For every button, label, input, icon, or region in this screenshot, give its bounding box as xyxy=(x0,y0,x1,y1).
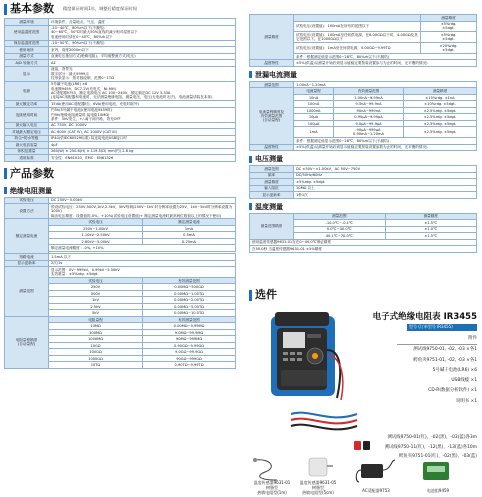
basic-row-label: 防尘•防水等级 xyxy=(5,135,49,142)
volt-row-value: DC/50Hz/60Hz xyxy=(294,172,477,179)
leak-cell: 100μA xyxy=(294,120,334,127)
range-cell: 0.00MΩ~500GΩ xyxy=(143,284,236,291)
leak-acc-label: 电流量程精度及 有效测量范围 (自动量程) xyxy=(250,88,294,144)
accessory-title: 附件 xyxy=(397,334,477,345)
leak-cell: 10nA xyxy=(294,94,334,101)
acc-label: 测量精度 xyxy=(250,15,294,60)
basic-row-value: 直流电压施加方式(绝缘电阻)，平均值整流方式(电压) xyxy=(49,53,236,60)
leak-cell: 1000nA xyxy=(294,107,334,114)
rated-cell: 1mA xyxy=(143,225,236,232)
acc-note: 条件：根据测定值显示范围0~28℃，80%rh以下(不凝结) xyxy=(294,53,477,60)
temp-cell: 40.1℃~70.0℃ xyxy=(294,233,386,240)
product-title xyxy=(4,165,236,183)
temp-cell: ±1.5℃ xyxy=(385,220,477,227)
section-bar xyxy=(4,168,7,179)
accessory-item: 鳄鱼夹9751-01, -02, -03 ×各1 xyxy=(413,357,477,363)
battery-pack-image xyxy=(419,456,453,484)
settings-label: 设置方法 xyxy=(5,204,49,219)
basic-row xyxy=(5,155,236,162)
option-label: 树脂型 xyxy=(312,485,324,491)
basic-row-label: 电源 xyxy=(5,81,49,100)
range-cell: 1kV xyxy=(49,297,143,304)
volt-title xyxy=(249,153,477,165)
temp-title-text: 温度测量 xyxy=(255,202,283,211)
basic-row-label: 保存温湿度范围 xyxy=(5,40,49,47)
volt-row-value: 1秒1次 xyxy=(294,192,477,199)
section-bar xyxy=(249,71,252,78)
right-column xyxy=(249,0,477,253)
rated-note: 额定测量电流精度 : -0%, +10% xyxy=(49,245,236,252)
section-bar xyxy=(4,4,7,15)
basic-row-value: 室内，高度2000m以下 xyxy=(49,47,236,54)
accessory-item: CD-R(数据分析软件) ×1 xyxy=(428,388,477,394)
leak-cell: 9.0μA~99.9μA xyxy=(334,120,404,127)
range-desc: 显示范围：0V~999kV，0.99kV~5.50kV 实效重量：±5%rdg. ±5dgt. xyxy=(49,267,236,278)
basic-row-value: -10~40℃，80%rh以下(不凝结) 40~60℃，50℃时最大50%直线的减少相对湿度以下 电池使用时请在0~40℃，80%rh以下 xyxy=(49,25,236,40)
basic-title-text: 基本参数 xyxy=(10,2,54,16)
basic-row-value: 4μF xyxy=(49,142,236,149)
leak-table xyxy=(249,81,477,151)
rated-label: 额定测量电流 xyxy=(5,219,49,254)
res-cell: 0.90TΩ~9.99TΩ xyxy=(143,362,236,369)
acc-val: ±5%rdg. ±5dgt. xyxy=(421,32,477,43)
accessory-item: 测试线9750-01, -02, -03 ×各1 xyxy=(413,347,477,353)
basic-row-value: 15VA(使用AC适配器时)，6VA(使用电池，充电时除外) xyxy=(49,101,236,108)
product-table xyxy=(4,197,236,369)
basic-row-label: 最大额定功率 xyxy=(5,101,49,108)
temp-table xyxy=(249,213,477,253)
acc-cond: 试验电压(设置值)：100mA在所有的范围以下 xyxy=(294,21,421,32)
basic-row-label: 连续使用时间 xyxy=(5,107,49,122)
speed-value: 2次/1s xyxy=(49,260,236,267)
leak-range-label: 测量范围 xyxy=(250,81,294,88)
res-head-0: 电阻量程 xyxy=(49,316,143,323)
res-head-1: 有效测量范围 xyxy=(143,316,236,323)
res-cell: 0.00MΩ~9.99MΩ xyxy=(143,323,236,330)
section-bar xyxy=(249,156,252,163)
range-cell: 0.00MΩ~1.00TΩ xyxy=(143,290,236,297)
lead-item: 测试线9750-11(红)，-12(黑)，-13(蓝)各10m xyxy=(384,444,477,450)
volt-row-label: 测量精度 xyxy=(250,179,294,186)
basic-row-value: -10~50℃，90%rh以下(不凝结) xyxy=(49,40,236,47)
res-cell: 0.90GΩ~9.99GΩ xyxy=(143,342,236,349)
leak-note: 条件：根据测定值显示范围0~28℃，80%rh以下(不凝结) xyxy=(294,138,477,145)
temp-cell: -10.0℃~-0.1℃ xyxy=(294,220,386,227)
basic-table xyxy=(4,18,236,162)
volt-row-value: ±5%rdg. ±5dgt. xyxy=(294,179,477,186)
res-cell: 100GΩ xyxy=(49,349,143,356)
leak-cell: 10μA xyxy=(294,114,334,121)
basic-row-value: 环境条件，含量地点，气压，温度 xyxy=(49,19,236,26)
basic-row-value: 约5h(5号碱干电池)(使用电池9459时) 约9h(绝缘电阻测量时 接电阻10MΩ) 条件：5kV发生，+/-离子间开路，背光OFF xyxy=(49,107,236,122)
volt-row-label: 显示更新率 xyxy=(250,192,294,199)
leak-cell: ±2.5%rdg. ±5dgt. xyxy=(404,127,477,138)
option-sensor-9631-05 xyxy=(295,480,341,496)
leak-temp-text: ±5%(供温)从测量开始后到显示值稳定要按装设置参数为止的时间，无平衡的情况) xyxy=(294,144,477,151)
sensor-9631-01-image xyxy=(251,456,281,482)
leak-cell: 1mA xyxy=(294,127,334,138)
res-label: 电阻量程精度 (自动量程) xyxy=(5,316,49,368)
test-voltage-value: DC 250V~5.00kV xyxy=(49,197,236,204)
leak-cell: ±15%rdg. ±1nA xyxy=(404,94,477,101)
range-label: 测量范围 xyxy=(5,267,49,317)
speed-label: 显示更新率 xyxy=(5,260,49,267)
accuracy-table xyxy=(249,14,477,67)
range-head-0: 试验电压 xyxy=(49,277,143,284)
leak-head: 测量精度 xyxy=(404,88,477,95)
basic-row-label: 测量方式 xyxy=(5,53,49,60)
basic-row-label: 对地最大额定电压 xyxy=(5,129,49,136)
res-cell: 10GΩ xyxy=(49,342,143,349)
res-cell: 1000GΩ xyxy=(49,355,143,362)
option-label: 温度传感器9631-05 xyxy=(299,480,337,485)
product-name: 电子式绝缘电阻表 IR3455 xyxy=(372,312,477,322)
acc-head-1: 测量精度 xyxy=(421,15,477,22)
rated-head-0: 试验电压 xyxy=(49,219,143,226)
lead-item: 测试线9750-01(红)，-02(黑)，-03(蓝)各3m xyxy=(387,435,477,440)
product-title-text: 产品参数 xyxy=(10,167,54,181)
range-cell: 0.00MΩ~10.0TΩ xyxy=(143,310,236,317)
volt-row xyxy=(250,192,477,199)
volt-row-label: 输入阻抗 xyxy=(250,185,294,192)
leak-cell: 90nA~999nA xyxy=(334,107,404,114)
leak-title-text: 泄漏电流测量 xyxy=(255,70,297,79)
volt-row-value: 10MΩ 以上 xyxy=(294,185,477,192)
basic-row-label: 使用温湿度范围 xyxy=(5,25,49,40)
temp-note-2: 在50.0秒 当温度传感器9631-01 ±5%精度 xyxy=(250,246,477,253)
range-cell: 2.5kV xyxy=(49,303,143,310)
rated-cell: 0.25mA xyxy=(143,238,236,245)
accessory-list xyxy=(397,334,477,407)
basic-row-label: 显示 xyxy=(5,66,49,81)
basic-row-label: 最大输入电压 xyxy=(5,122,49,129)
volt-row-label: 频率 xyxy=(250,172,294,179)
leak-cell: ±2.5%rdg. ±5dgt. xyxy=(404,114,477,121)
volt-table xyxy=(249,165,477,199)
basic-row-label: A/D 转换方式 xyxy=(5,60,49,67)
basic-row-label: 适用标准 xyxy=(5,155,49,162)
basic-row-value: 260(W) × 250.6(H) × 119.5(D) mm(约) 2.8 kg xyxy=(49,148,236,155)
section-bar xyxy=(249,203,252,210)
test-voltage-label: 试验电压 xyxy=(5,197,49,204)
short-value: 1.5mA 以下 xyxy=(49,254,236,261)
temp-head: 测量范围 xyxy=(294,213,386,220)
option-battery-pack xyxy=(411,488,465,493)
section-bar xyxy=(249,290,252,301)
option-label: 热敏电阻型(5cm) xyxy=(302,490,334,496)
acc-val: ±5%rdg. ±5dgt. xyxy=(421,21,477,32)
temp-cell: ±1.5℃ xyxy=(385,233,477,240)
option-label: 电池组9459 xyxy=(426,488,450,493)
basic-row-value: ΔΣ xyxy=(49,60,236,67)
temp-label: 测量范围精度 xyxy=(250,213,294,239)
temp-title xyxy=(249,201,477,213)
basic-row xyxy=(5,66,236,81)
acc-val: ±20%rdg. ±5dgt. xyxy=(421,43,477,54)
res-cell: 90MΩ~999MΩ xyxy=(143,336,236,343)
short-label: 短路电流 xyxy=(5,254,49,261)
settings-value: 预设试验电压：250V,500V,1kV,2.5kV，5kV每调(250V~1kV 时分辨率设置为25V，1kV~5kV时分辨率设置为100V) 输出电压精度：设置值的-0%，+10%(试验电压设置值)+ 额定测量电流时最高两位数值以上的情况下使用) xyxy=(49,204,236,219)
basic-row-value: AC 750V, DC 1000V xyxy=(49,122,236,129)
leak-range: 1.00nA~1.20mA xyxy=(294,81,477,88)
ir3455-device-image xyxy=(267,310,345,402)
rated-cell: 1.10kV~2.50kV xyxy=(49,232,143,239)
res-cell: 10MΩ xyxy=(49,323,143,330)
leak-cell: 9.5nA~99.9nA xyxy=(334,101,404,108)
basic-title xyxy=(4,0,236,18)
temp-cell: ±1.0℃ xyxy=(385,226,477,233)
leak-title xyxy=(249,69,477,81)
basic-row-label: 体积及重量 xyxy=(5,148,49,155)
leak-cell: ±10%rdg. ±5dgt. xyxy=(404,101,477,108)
temp-char-text: ±5%(供温)从测量开始后到显示值稳定要按装设置参与为止的时间，无平衡的情况) xyxy=(294,60,477,67)
range-cell: 0.00MΩ~2.00TΩ xyxy=(143,297,236,304)
option-label: 温度传感器9631-01 xyxy=(253,480,291,485)
rated-head-1: 额定测量电流 xyxy=(143,219,236,226)
rated-cell: 250V~1.00kV xyxy=(49,225,143,232)
option-label: AC适配器9753 xyxy=(362,488,390,493)
leak-cell: 0.90μA~9.99μA xyxy=(334,114,404,121)
volt-title-text: 电压测量 xyxy=(255,155,283,164)
temp-head: 测量精度 xyxy=(385,213,477,220)
option-ac-adapter xyxy=(353,488,399,493)
options-section xyxy=(249,288,477,497)
range-cell: 0.00MΩ~5.00TΩ xyxy=(143,303,236,310)
basic-row xyxy=(5,25,236,40)
accessory-item: 说明书 ×1 xyxy=(455,398,477,404)
range-head-1: 有效测量范围 xyxy=(143,277,236,284)
insulation-title xyxy=(4,185,236,197)
leak-cell: 100nA xyxy=(294,101,334,108)
range-cell: 500V xyxy=(49,290,143,297)
acc-cond: 试验电压(设置值)：100mA至任何供电源，在8.00GΩ以下时，4.00GΩ及其它范围以下。在1000GΩ以下 xyxy=(294,32,421,43)
volt-row-value: DC ±50V~±1.00kV，AC 50V~750V xyxy=(294,166,477,173)
res-cell: 1000MΩ xyxy=(49,336,143,343)
leak-cell: 90μA~999μA 0.90mA~1.20mA xyxy=(334,127,404,138)
lead-item: 鳄鱼夹9751-01(红)，-02(黑)，-03(蓝) xyxy=(398,454,477,459)
basic-row-value: 液晶，背景光 数字部分：最大9999点 柱形条显示：按对数绘制，范围0~1TΩ xyxy=(49,66,236,81)
ac-adapter-image xyxy=(355,456,395,484)
res-cell: 90GΩ~999GΩ xyxy=(143,355,236,362)
options-title-text: 选件 xyxy=(255,288,277,302)
basic-note: 精度保证时间1年，调整后精度保证时间 xyxy=(63,6,137,12)
accessory-item: USB线缆 ×1 xyxy=(451,378,477,384)
temp-cell: 0.0℃~40.0℃ xyxy=(294,226,386,233)
rated-cell: 2.60kV~5.00kV xyxy=(49,238,143,245)
basic-row-label: 测量环境 xyxy=(5,19,49,26)
product-model: 型号 (订单型号 IR3455) xyxy=(407,324,477,331)
leak-cell: 1.00nA~9.99nA xyxy=(334,94,404,101)
basic-row xyxy=(5,107,236,122)
basic-row xyxy=(5,81,236,100)
basic-row-label: 使用场所 xyxy=(5,47,49,54)
leak-cell: ±2.5%rdg. ±5dgt. xyxy=(404,120,477,127)
basic-row-value: IP40(依IEC60529标准) 装连接电池USB接口时 xyxy=(49,135,236,142)
section-bar xyxy=(4,187,7,194)
leak-head: 有效测量范围 xyxy=(334,88,404,95)
acc-cond: 试验电压(设置值)：1mA至任何供电源，5.00GΩ~9.99TΩ xyxy=(294,43,421,54)
leak-temp-label: 温度特性 xyxy=(250,144,294,151)
accessory-item: 5号碱干电池(LR6) ×6 xyxy=(432,367,477,373)
res-cell: 10TΩ xyxy=(49,362,143,369)
res-cell: 100MΩ xyxy=(49,329,143,336)
temp-note-1: 使用温度传感器9631-01在在0~40.0℃保证精度 xyxy=(250,239,477,246)
option-label: 热敏电阻型(1m) xyxy=(257,490,287,496)
basic-row-label: 最大电容容量 xyxy=(5,142,49,149)
options-title xyxy=(249,288,477,302)
option-label: 树脂型 xyxy=(266,485,278,491)
leak-cell: ±2.5%rdg. ±5dgt. xyxy=(404,107,477,114)
range-cell: 5kV xyxy=(49,310,143,317)
rated-cell: 0.5mA xyxy=(143,232,236,239)
sensor-9631-05-image xyxy=(303,454,333,480)
leak-head: 电流量程 xyxy=(294,88,334,95)
left-column xyxy=(4,0,236,369)
range-cell: 250V xyxy=(49,284,143,291)
basic-row-value: 安全性：EN61010，EMC：EN61326 xyxy=(49,155,236,162)
basic-row-value: AC 600V (CAT IV), AC 1000V (CAT III) xyxy=(49,129,236,136)
option-sensor-9631-01 xyxy=(249,480,295,496)
insulation-title-text: 绝缘电阻测量 xyxy=(10,186,52,195)
basic-row-value: 5号碱干电池(LR6) ×6 电池额9459，DC7.2V(充电式，Ni-MH) AC适配器9753，额定电源电压 AC 100~240V，额定频定DC 12V 3.33A (连接AC适配器和电池时，无法测量绝缘电阻，测量电压，电压(无电池时无法)，电池测量请装在本体) xyxy=(49,81,236,100)
res-cell: 9.0MΩ~99.9MΩ xyxy=(143,329,236,336)
volt-row-label: 测量范围 xyxy=(250,166,294,173)
res-cell: 9.0GΩ~99.9GΩ xyxy=(143,349,236,356)
temp-char-label: 温度特性 xyxy=(250,60,294,67)
